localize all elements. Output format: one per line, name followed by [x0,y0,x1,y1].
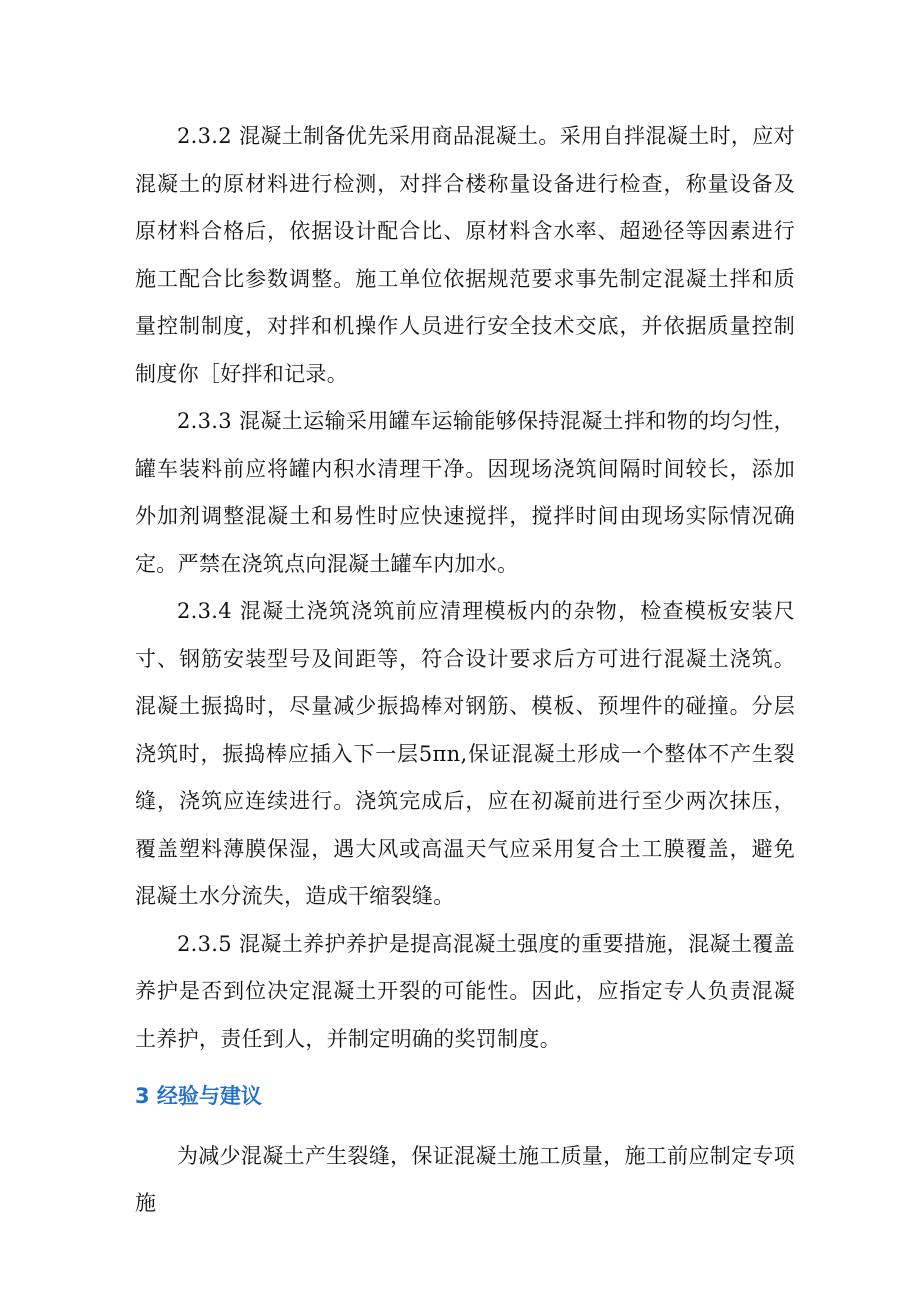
paragraph-2-3-5: 2.3.5 混凝土养护养护是提高混凝土强度的重要措施，混凝土覆盖养护是否到位决定混凝土开裂的可能性。因此，应指定专人负责混凝土养护，责任到人，并制定明确的奖罚制度。 [135,931,795,1051]
paragraph-2-3-4: 2.3.4 混凝土浇筑浇筑前应清理模板内的杂物，检查模板安装尺寸、钢筋安装型号及间距等，符合设计要求后方可进行混凝土浇筑。混凝土振捣时，尽量减少振捣棒对钢筋、模板、预埋件的碰撞。分层浇筑时，振捣棒应插入下一层5πn,保证混凝土形成一个整体不产生裂缝，浇筑应连续进行。浇筑完成后，应在初凝前进行至少两次抹压，覆盖塑料薄膜保湿，遇大风或高温天气应采用复合土工膜覆盖，避免混凝土水分流失，造成干缩裂缝。 [135,599,795,908]
paragraph-2-3-3: 2.3.3 混凝土运输采用罐车运输能够保持混凝土拌和物的均匀性，罐车装料前应将罐内积水清理干净。因现场浇筑间隔时间较长，添加外加剂调整混凝土和易性时应快速搅拌，搅拌时间由现场实际情况确定。严禁在浇筑点向混凝土罐车内加水。 [135,409,795,576]
section-heading: 3 经验与建议 [135,1084,262,1108]
document-body [135,113,795,1228]
paragraph-section-3-intro: 为减少混凝土产生裂缝，保证混凝土施工质量，施工前应制定专项施 [135,1143,795,1215]
paragraph-2-3-2: 2.3.2 混凝土制备优先采用商品混凝土。采用自拌混凝土时，应对混凝土的原材料进行检测，对拌合楼称量设备进行检查，称量设备及原材料合格后，依据设计配合比、原材料含水率、超逊径等因素进行施工配合比参数调整。施工单位依据规范要求事先制定混凝土拌和质量控制制度，对拌和机操作人员进行安全技术交底，并依据质量控制制度你［好拌和记录。 [135,124,795,386]
